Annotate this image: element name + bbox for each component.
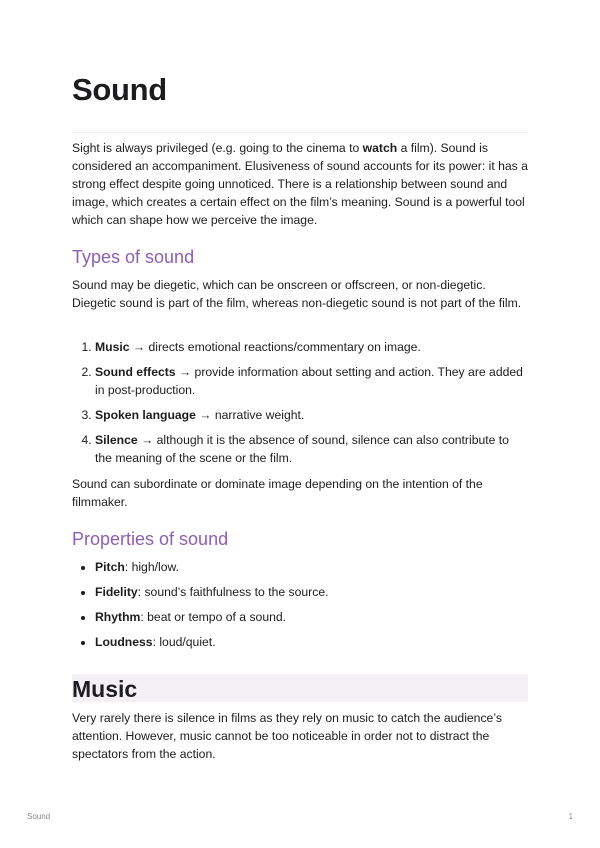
list-item-term: Fidelity <box>95 585 138 599</box>
list-item-term: Silence <box>95 433 138 447</box>
list-item-term: Spoken language <box>95 408 196 422</box>
music-paragraph: Very rarely there is silence in films as they rely on music to catch the audience’s attention. However, music cannot be too noticeable in order not to distract the spectators from the action. <box>72 711 502 761</box>
list-item <box>95 633 528 651</box>
types-heading: Types of sound <box>72 247 195 267</box>
footer-title: Sound <box>27 812 51 821</box>
page-number: 1 <box>568 812 573 821</box>
intro-text-1: Sight is always privileged (e.g. going to the cinema to <box>72 141 363 155</box>
list-item-term: Pitch <box>95 560 125 574</box>
intro-bold-word: watch <box>362 141 398 155</box>
list-item-term: Music <box>95 340 130 354</box>
properties-list <box>72 558 528 651</box>
list-item <box>95 558 528 576</box>
title-divider <box>72 132 528 133</box>
list-item-text: : beat or tempo of a sound. <box>140 610 287 624</box>
page-title: Sound <box>72 72 167 107</box>
list-item-term: Sound effects <box>95 365 176 379</box>
list-item <box>95 363 528 399</box>
list-item-term: Loudness <box>95 635 153 649</box>
list-item-text: → provide information about setting and action. They are added in post-production. <box>95 365 523 397</box>
list-item-text: : sound’s faithfulness to the source. <box>137 585 329 599</box>
list-item-term: Rhythm <box>95 610 141 624</box>
list-item-text: : high/low. <box>124 560 179 574</box>
list-item <box>95 608 528 626</box>
types-closing-paragraph: Sound can subordinate or dominate image depending on the intention of the filmmaker. <box>72 477 483 509</box>
intro-text-2: a film). Sound is considered an accompaniment. Elusiveness of sound accounts for its power: it has a strong effect despite going unnoticed. There is a relationship between sound and image, which creates a certain effect on the film’s meaning. Sound is a powerful tool which can shape how we perceive the image. <box>72 141 528 227</box>
types-list <box>72 338 528 467</box>
music-heading: Music <box>72 676 138 702</box>
list-item-text: → directs emotional reactions/commentary on image. <box>129 340 421 354</box>
list-item <box>95 406 528 424</box>
types-paragraph: Sound may be diegetic, which can be onscreen or offscreen, or non-diegetic. Diegetic sound is part of the film, whereas non-diegetic sound is not part of the film. <box>72 278 522 310</box>
list-item <box>95 431 528 467</box>
intro-paragraph <box>72 139 528 229</box>
list-item-text: → although it is the absence of sound, silence can also contribute to the meaning of the scene or the film. <box>95 433 509 465</box>
music-heading-highlight <box>72 674 528 702</box>
list-item <box>95 338 528 356</box>
list-item <box>95 583 528 601</box>
list-item-text: : loud/quiet. <box>152 635 216 649</box>
properties-heading: Properties of sound <box>72 529 229 549</box>
list-item-text: → narrative weight. <box>195 408 305 422</box>
